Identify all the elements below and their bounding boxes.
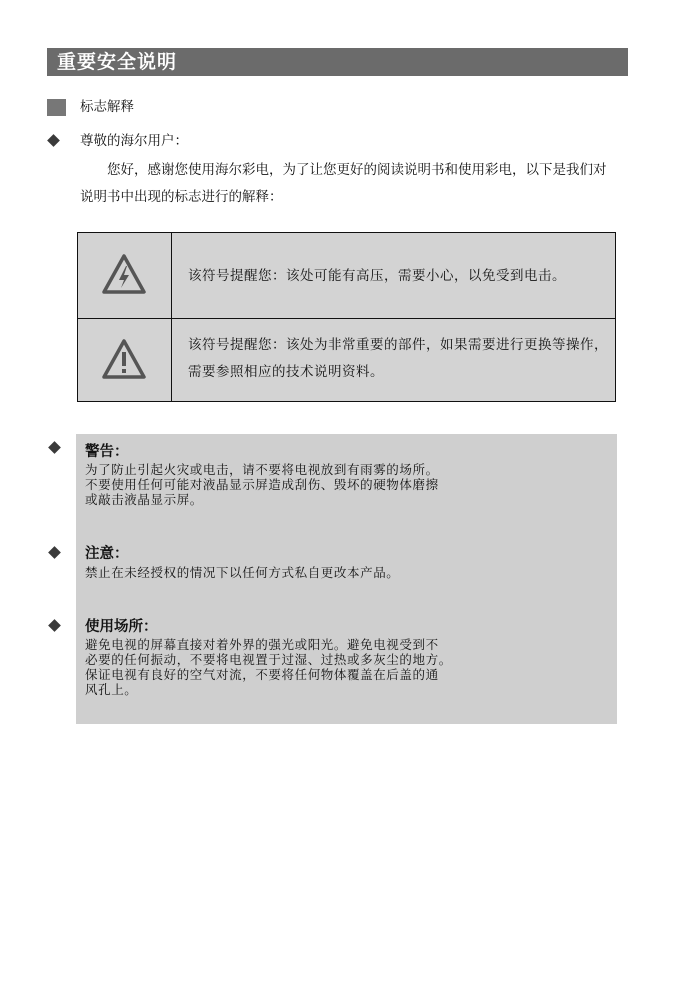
warning-title: 警告： — [85, 444, 129, 460]
usage-line: 避免电视的屏幕直接对着外界的强光或阳光。避免电视受到不 — [85, 637, 439, 652]
warning-line: 不要使用任何可能对液晶显示屏造成刮伤、毁坏的硬物体磨擦 — [85, 477, 439, 492]
diamond-bullet-icon — [47, 134, 60, 147]
usage-line: 风孔上。 — [85, 682, 138, 697]
section-label: 标志解释 — [80, 99, 134, 115]
warning-line: 或敲击液晶显示屏。 — [85, 492, 203, 507]
diamond-bullet-icon — [48, 619, 61, 632]
usage-line: 保证电视有良好的空气对流，不要将任何物体覆盖在后盖的通 — [85, 667, 439, 682]
caution-title: 注意： — [85, 546, 129, 562]
symbol-row — [78, 318, 615, 402]
warning-body — [85, 462, 439, 507]
symbol-icon-cell — [78, 318, 172, 402]
usage-location-title: 使用场所： — [85, 619, 158, 635]
symbol-description: 该符号提醒您：该处为非常重要的部件，如果需要进行更换等操作，需要参照相应的技术说明资料。 — [188, 337, 608, 380]
usage-location-body — [85, 637, 452, 697]
symbol-description: 该符号提醒您：该处可能有高压，需要小心，以免受到电击。 — [188, 268, 566, 284]
caution-body — [85, 565, 399, 580]
high-voltage-warning-icon — [101, 253, 147, 295]
symbol-table — [77, 232, 616, 402]
warning-line: 为了防止引起火灾或电击，请不要将电视放到有雨雾的场所。 — [85, 462, 439, 477]
diamond-bullet-icon — [48, 546, 61, 559]
symbol-icon-cell — [78, 233, 172, 318]
diamond-bullet-icon — [48, 441, 61, 454]
usage-line: 必要的任何振动，不要将电视置于过湿、过热或多灰尘的地方。 — [85, 652, 452, 667]
greeting-text: 尊敬的海尔用户： — [80, 133, 188, 149]
square-bullet-icon — [47, 99, 66, 116]
symbol-row — [78, 233, 615, 319]
intro-paragraph: 您好，感谢您使用海尔彩电，为了让您更好的阅读说明书和使用彩电，以下是我们对说明书中出现的标志进行的解释： — [80, 162, 607, 205]
caution-line: 禁止在未经授权的情况下以任何方式私自更改本产品。 — [85, 565, 400, 580]
page-title: 重要安全说明 — [47, 48, 628, 76]
exclamation-warning-icon — [101, 338, 147, 380]
